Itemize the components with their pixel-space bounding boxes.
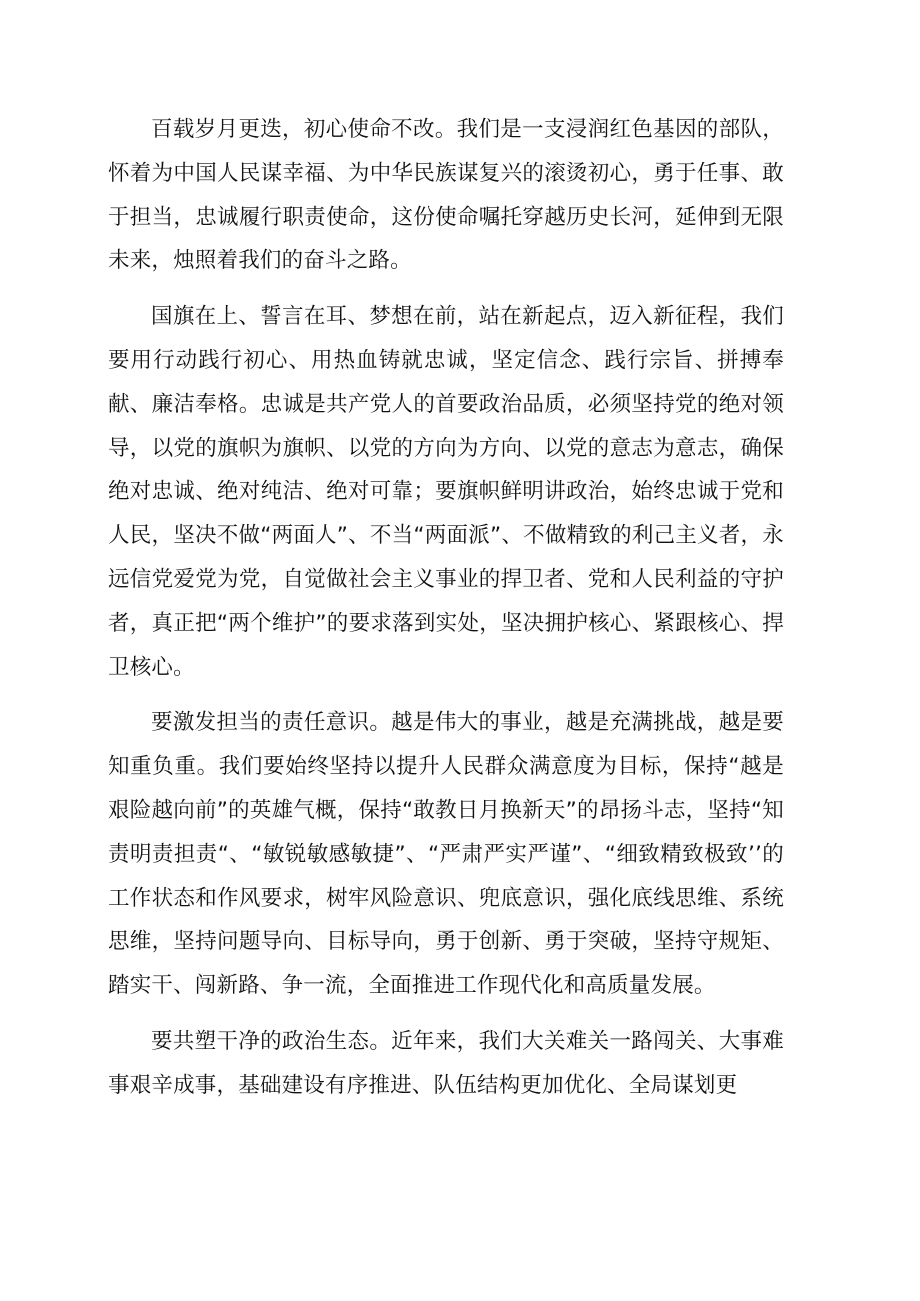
paragraph-4: 要共塑干净的政治生态。近年来，我们大关难关一路闯关、大事难事艰辛成事，基础建设有序推进、队伍结构更加优化、全局谋划更 <box>108 1028 784 1098</box>
paragraph-3: 要激发担当的责任意识。越是伟大的事业，越是充满挑战，越是要知重负重。我们要始终坚持以提升人民群众满意度为目标，保持“越是艰险越向前”的英雄气概，保持“敢教日月换新天”的昂扬斗志，坚持“知责明责担责“、“敏锐敏感敏捷”、“严肃严实严谨”、“细致精致极致’’的工作状态和作风要求，树牢风险意识、兜底意识，强化底线思维、系统思维，坚持问题导向、目标导向，勇于创新、勇于突破，坚持守规矩、踏实干、闯新路、争一流，全面推进工作现代化和高质量发展。 <box>108 710 784 999</box>
paragraph-1: 百载岁月更迭，初心使命不改。我们是一支浸润红色基因的部队，怀着为中国人民谋幸福、为中华民族谋复兴的滚烫初心，勇于任事、敢于担当，忠诚履行职责使命，这份使命嘱托穿越历史长河，延伸到无限未来，烛照着我们的奋斗之路。 <box>108 117 784 274</box>
document-body <box>108 108 784 1120</box>
paragraph-2: 国旗在上、誓言在耳、梦想在前，站在新起点，迈入新征程，我们要用行动践行初心、用热血铸就忠诚，坚定信念、践行宗旨、拼搏奉献、廉洁奉格。忠诚是共产党人的首要政治品质，必须坚持党的绝对领导，以党的旗帜为旗帜、以党的方向为方向、以党的意志为意志，确保绝对忠诚、绝对纯洁、绝对可靠；要旗帜鲜明讲政治，始终忠诚于党和人民，坚决不做“两面人”、不当“两面派”、不做精致的利己主义者，永远信党爱党为党，自觉做社会主义事业的捍卫者、党和人民利益的守护者，真正把“两个维护”的要求落到实处，坚决拥护核心、紧跟核心、捍卫核心。 <box>108 304 784 680</box>
